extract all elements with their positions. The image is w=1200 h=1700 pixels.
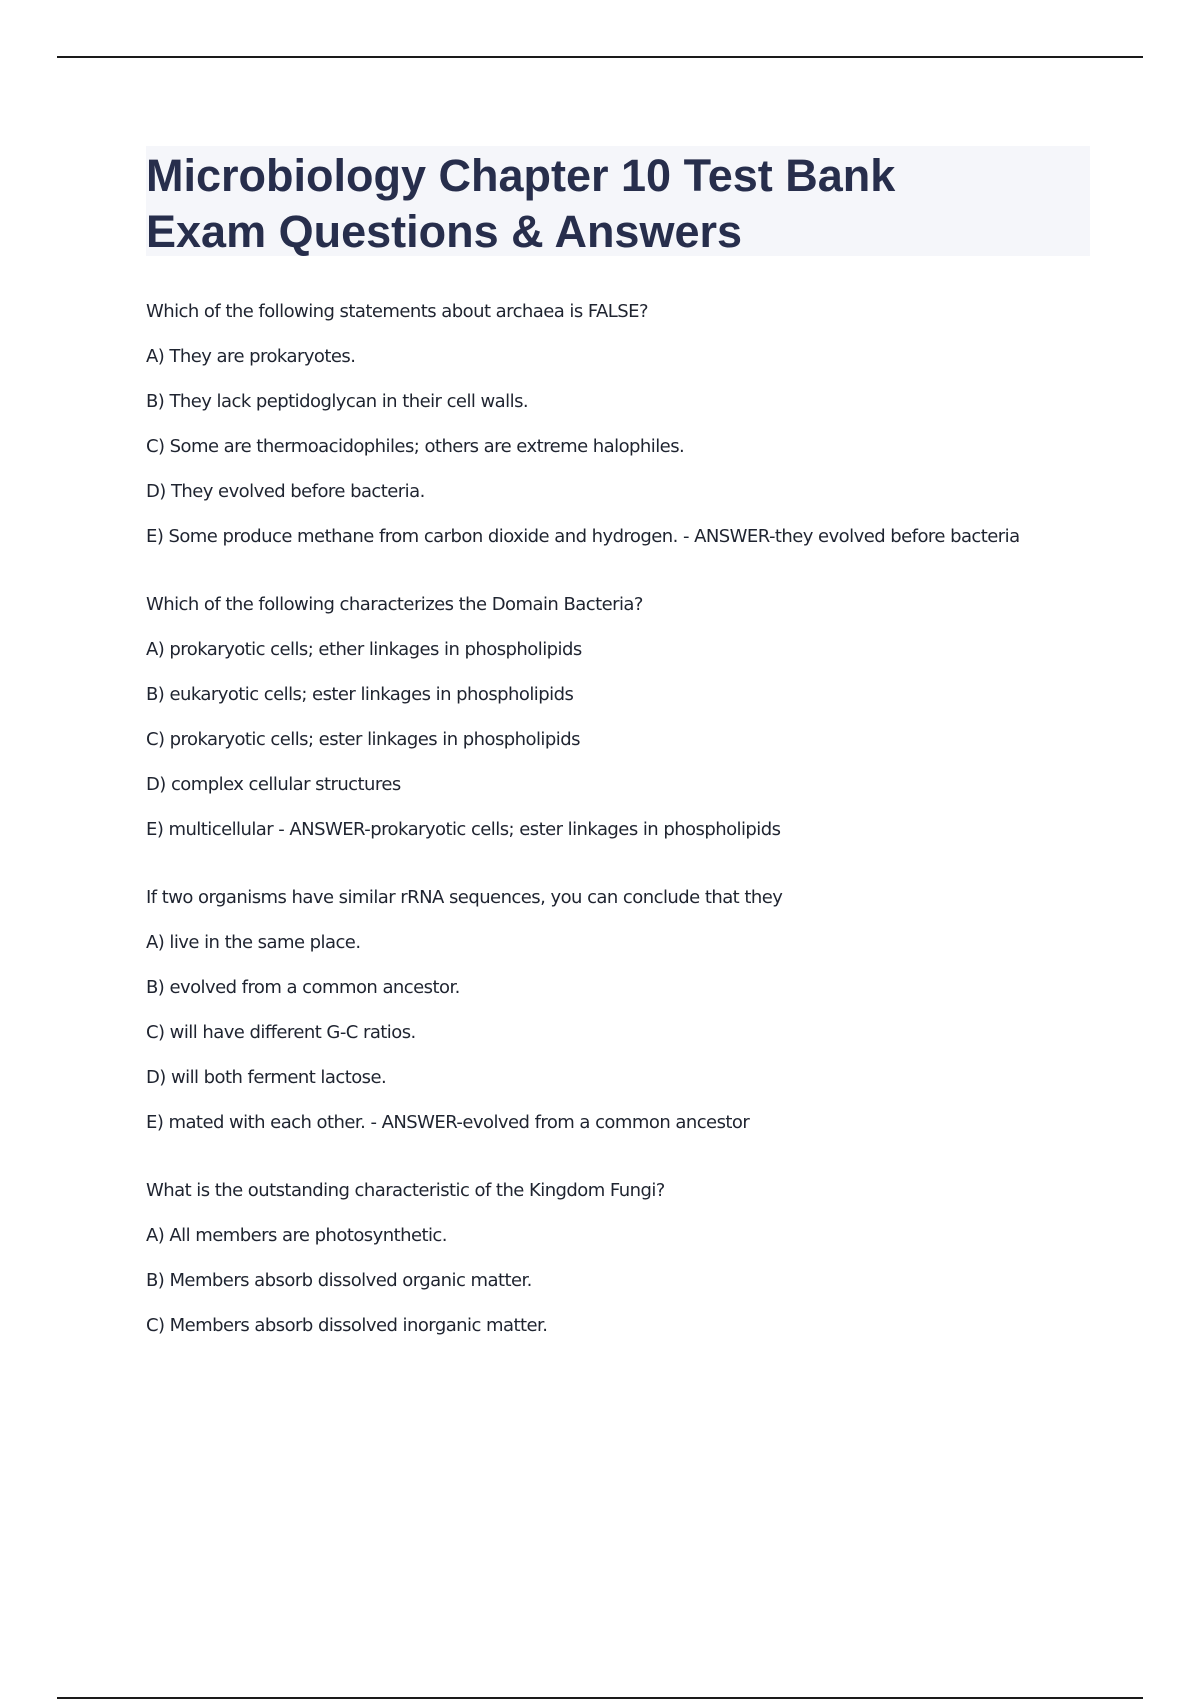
answer-option: E) multicellular - ANSWER-prokaryotic cells; ester linkages in phospholipids bbox=[146, 819, 781, 840]
answer-option: C) prokaryotic cells; ester linkages in phospholipids bbox=[146, 729, 580, 750]
answer-option: E) mated with each other. - ANSWER-evolved from a common ancestor bbox=[146, 1112, 750, 1133]
question-2 bbox=[146, 593, 1106, 842]
document-title-line-2: Exam Questions & Answers bbox=[146, 206, 743, 257]
answer-option: C) Some are thermoacidophiles; others are extreme halophiles. bbox=[146, 436, 685, 457]
question-list bbox=[146, 300, 1106, 1382]
document-title bbox=[146, 148, 1090, 260]
answer-option: A) prokaryotic cells; ether linkages in phospholipids bbox=[146, 639, 582, 660]
answer-option: D) They evolved before bacteria. bbox=[146, 481, 425, 502]
question-stem: Which of the following characterizes the Domain Bacteria? bbox=[146, 594, 643, 615]
answer-option: E) Some produce methane from carbon dioxide and hydrogen. - ANSWER-they evolved before bacteria bbox=[146, 526, 1020, 547]
answer-option: A) They are prokaryotes. bbox=[146, 346, 356, 367]
answer-option: D) will both ferment lactose. bbox=[146, 1067, 387, 1088]
question-3 bbox=[146, 886, 1106, 1135]
title-block bbox=[146, 146, 1090, 256]
answer-option: B) Members absorb dissolved organic matter. bbox=[146, 1270, 532, 1291]
footer-rule bbox=[57, 1697, 1143, 1699]
answer-option: B) evolved from a common ancestor. bbox=[146, 977, 460, 998]
header-rule bbox=[57, 56, 1143, 58]
answer-option: D) complex cellular structures bbox=[146, 774, 401, 795]
question-stem: If two organisms have similar rRNA sequences, you can conclude that they bbox=[146, 887, 783, 908]
answer-option: A) live in the same place. bbox=[146, 932, 361, 953]
question-stem: Which of the following statements about archaea is FALSE? bbox=[146, 301, 648, 322]
question-1 bbox=[146, 300, 1106, 549]
answer-option: B) They lack peptidoglycan in their cell walls. bbox=[146, 391, 529, 412]
answer-option: C) Members absorb dissolved inorganic matter. bbox=[146, 1315, 548, 1336]
answer-option: B) eukaryotic cells; ester linkages in phospholipids bbox=[146, 684, 574, 705]
document-title-line-1: Microbiology Chapter 10 Test Bank bbox=[146, 150, 896, 201]
question-stem: What is the outstanding characteristic of the Kingdom Fungi? bbox=[146, 1180, 665, 1201]
answer-option: A) All members are photosynthetic. bbox=[146, 1225, 447, 1246]
question-4 bbox=[146, 1179, 1106, 1338]
answer-option: C) will have different G-C ratios. bbox=[146, 1022, 416, 1043]
